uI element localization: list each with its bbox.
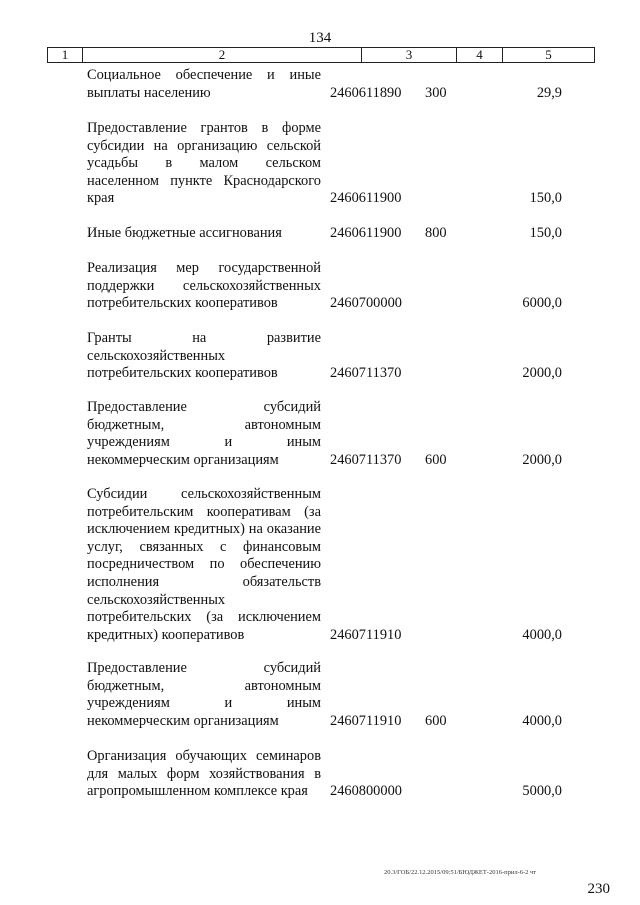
row-code: 2460711370 [330, 451, 402, 468]
row-description: Иные бюджетные ассигнования [87, 225, 282, 241]
table-row [87, 225, 562, 243]
table-row [87, 260, 562, 313]
row-code: 2460711370 [330, 365, 402, 382]
row-description: Организация обучающих семинаров для малых форм хозяйствования в агропромышленном комплексе края [87, 748, 321, 800]
row-amount: 5000,0 [522, 783, 562, 800]
row-code: 2460711910 [330, 626, 402, 643]
row-description: Гранты на развитие сельскохозяйственных потребительских кооперативов [87, 330, 321, 382]
page-number-top: 134 [308, 30, 332, 46]
row-amount: 4000,0 [522, 626, 562, 643]
column-header-1: 1 [48, 48, 83, 62]
table-row [87, 330, 562, 383]
table-row [87, 399, 562, 469]
row-amount: 6000,0 [522, 295, 562, 312]
footer-file-stamp: 20.3/ГОБ/22.12.2015/09:51/БЮДЖЕТ-2016-прил-6-2 чт [384, 869, 537, 876]
row-amount: 4000,0 [522, 712, 562, 729]
row-amount: 29,9 [536, 84, 562, 101]
row-description: Предоставление субсидий бюджетным, автономным учреждениям и иным некоммерческим организациям [87, 399, 321, 468]
column-header-row [47, 47, 595, 63]
row-amount: 150,0 [529, 190, 562, 207]
row-expense-type: 600 [425, 712, 447, 729]
row-code: 2460700000 [330, 295, 402, 312]
row-expense-type: 600 [425, 451, 447, 468]
row-description: Реализация мер государственной поддержки сельскохозяйственных потребительских кооперативов [87, 260, 321, 312]
row-description: Предоставление грантов в форме субсидии на организацию сельской усадьбы в малом сельском населенном пункте Краснодарского края [87, 120, 321, 207]
table-row [87, 486, 562, 644]
row-expense-type: 800 [425, 225, 447, 241]
table-row [87, 660, 562, 730]
row-amount: 150,0 [529, 225, 562, 241]
column-header-5: 5 [545, 47, 552, 62]
row-code: 2460611900 [330, 190, 402, 207]
row-amount: 2000,0 [522, 451, 562, 468]
row-code: 2460611900 [330, 225, 402, 241]
table-row [87, 120, 562, 208]
row-description: Социальное обеспечение и иные выплаты населению [87, 67, 321, 101]
row-description: Субсидии сельскохозяйственным потребительским кооперативам (за исключением кредитных) на оказание услуг, связанных с финансовым посредничеством по обеспечению исполнения обязательств сельскохозяйственных потребительских (за исключением кредитных) кооперативов [87, 486, 321, 643]
row-amount: 2000,0 [522, 365, 562, 382]
row-description: Предоставление субсидий бюджетным, автономным учреждениям и иным некоммерческим организациям [87, 660, 321, 729]
row-code: 2460800000 [330, 783, 402, 800]
row-code: 2460711910 [330, 712, 402, 729]
row-code: 2460611890 [330, 84, 402, 101]
column-header-4: 4 [457, 48, 503, 62]
page-number-bottom: 230 [587, 881, 610, 897]
table-row [87, 67, 562, 102]
row-expense-type: 300 [425, 84, 447, 101]
column-header-3: 3 [362, 48, 457, 62]
table-row [87, 748, 562, 801]
column-header-2: 2 [83, 48, 362, 62]
